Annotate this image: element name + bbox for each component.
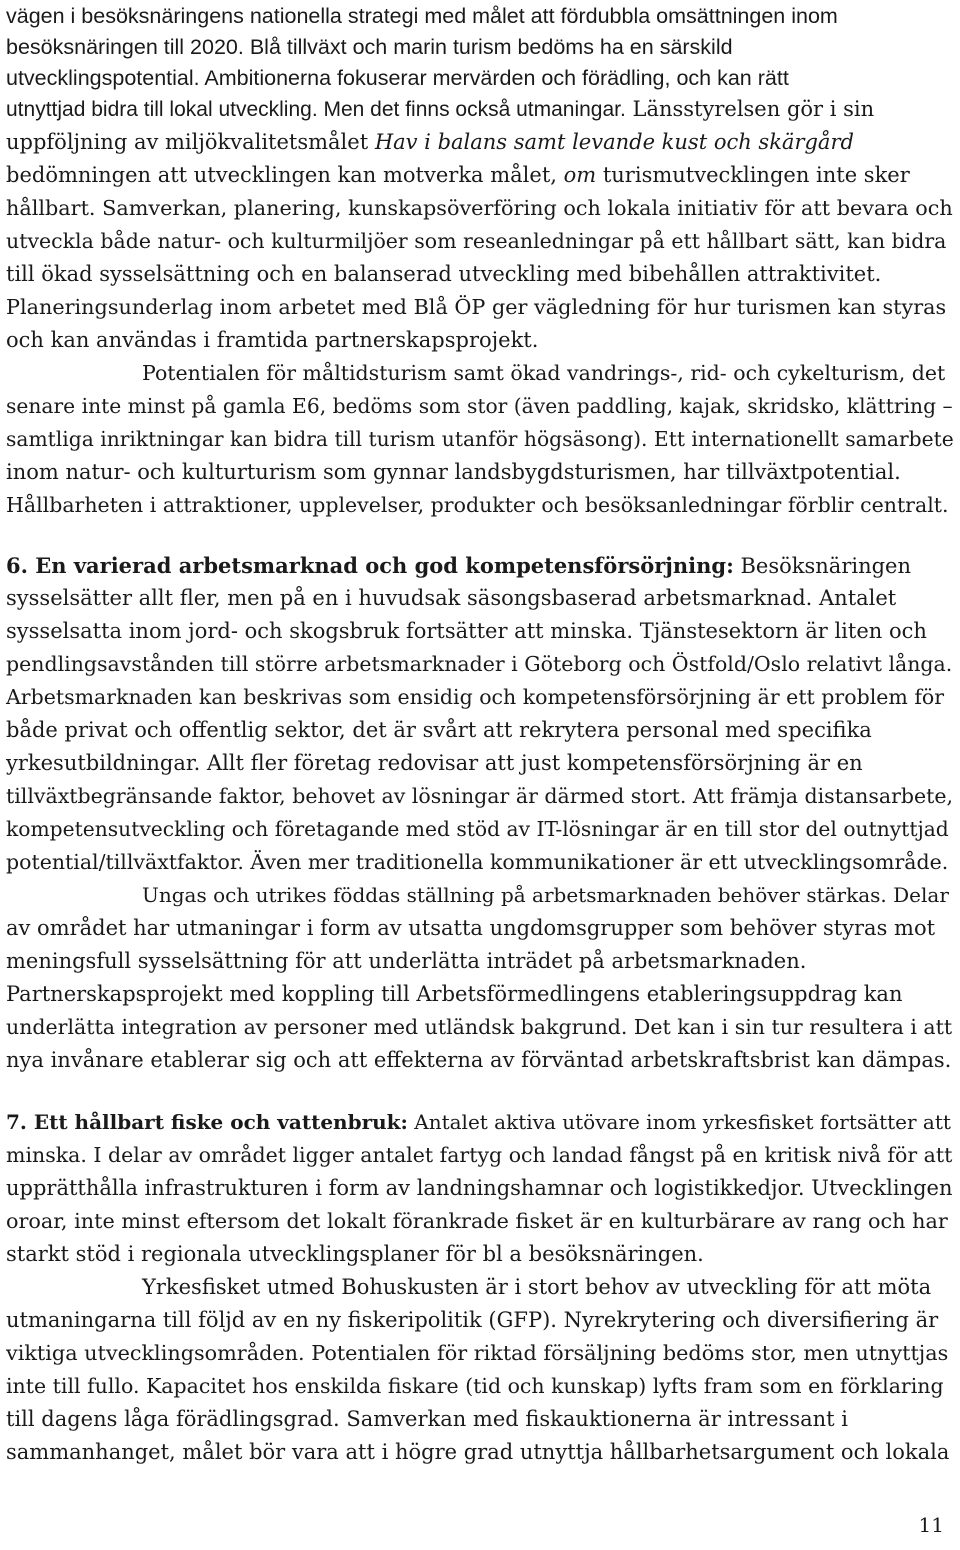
text-line: starkt stöd i regionala utvecklingsplaner för bl a besöksnäringen. [6, 1242, 704, 1266]
text-span: utnyttjad bidra till lokal utveckling. Men det finns också utmaningar. [6, 98, 626, 121]
text-line: Partnerskapsprojekt med koppling till Arbetsförmedlingens etableringsuppdrag kan [6, 982, 903, 1006]
page-number: 11 [918, 1513, 944, 1537]
text-line: kompetensutveckling och företagande med stöd av IT-lösningar är en till stor del outnyttjad [6, 817, 949, 841]
text-line: senare inte minst på gamla E6, bedöms som stor (även paddling, kajak, skridsko, klättring – [6, 394, 953, 418]
text-line: minska. I delar av området ligger antalet fartyg och landad fångst på en kritisk nivå för att [6, 1143, 953, 1167]
text-span: bedömningen att utvecklingen kan motverka målet, [6, 163, 564, 187]
text-line: inom natur- och kulturturism som gynnar landsbygdsturismen, har tillväxtpotential. [6, 460, 901, 484]
text-line: sysselsatta inom jord- och skogsbruk fortsätter att minska. Tjänstesektorn är liten och [6, 619, 927, 643]
text-line: till dagens låga förädlingsgrad. Samverkan med fiskauktionerna är intressant i [6, 1407, 848, 1431]
text-line: viktiga utvecklingsområden. Potentialen för riktad försäljning bedöms stor, men utnyttjas [6, 1341, 949, 1365]
text-line: Arbetsmarknaden kan beskrivas som ensidig och kompetensförsörjning är ett problem för [6, 685, 945, 709]
text-line [6, 93, 874, 126]
text-span: Besöksnäringen [733, 554, 912, 578]
text-line [6, 159, 910, 192]
text-line: utveckla både natur- och kulturmiljöer som reseanledningar på ett hållbart sätt, kan bidra [6, 229, 947, 253]
section-heading: 7. Ett hållbart fiske och vattenbruk: [6, 1110, 408, 1134]
text-line: Potentialen för måltidsturism samt ökad vandrings-, rid- och cykelturism, det [142, 361, 946, 385]
text-span: uppföljning av miljökvalitetsmålet [6, 130, 375, 154]
italic-word: om [563, 163, 597, 187]
text-line: till ökad sysselsättning och en balanserad utveckling med bibehållen attraktivitet. [6, 262, 882, 286]
section-heading-line [6, 1106, 951, 1139]
text-span: Antalet aktiva utövare inom yrkesfisket fortsätter att [407, 1110, 951, 1134]
text-line: Ungas och utrikes föddas ställning på arbetsmarknaden behöver stärkas. Delar [142, 883, 949, 907]
italic-title: Hav i balans samt levande kust och skärgård [374, 130, 854, 154]
text-line: inte till fullo. Kapacitet hos enskilda fiskare (tid och kunskap) lyfts fram som en förklaring [6, 1374, 944, 1398]
text-line: hållbart. Samverkan, planering, kunskapsöverföring och lokala initiativ för att bevara och [6, 196, 953, 220]
text-line: Hållbarheten i attraktioner, upplevelser, produkter och besöksanledningar förblir centralt. [6, 493, 949, 517]
text-line: utmaningarna till följd av en ny fiskeripolitik (GFP). Nyrekrytering och diversifiering är [6, 1308, 939, 1332]
text-line: samtliga inriktningar kan bidra till turism utanför högsäsong). Ett internationellt samarbete [6, 427, 954, 451]
section-heading-line [6, 549, 911, 583]
text-line [6, 126, 854, 159]
text-line: besöksnäringen till 2020. Blå tillväxt och marin turism bedöms ha en särskild [6, 35, 733, 59]
text-span: Länsstyrelsen gör i sin [625, 97, 875, 121]
text-line: underlätta integration av personer med utländsk bakgrund. Det kan i sin tur resultera i att [6, 1015, 953, 1039]
text-line: och kan användas i framtida partnerskapsprojekt. [6, 328, 539, 352]
text-line: pendlingsavstånden till större arbetsmarknader i Göteborg och Östfold/Oslo relativt långa. [6, 652, 953, 676]
text-line: sysselsätter allt fler, men på en i huvudsak säsongsbaserad arbetsmarknad. Antalet [6, 586, 897, 610]
text-line: potential/tillväxtfaktor. Även mer traditionella kommunikationer är ett utvecklingsområde. [6, 850, 949, 874]
text-line: upprätthålla infrastrukturen i form av landningshamnar och logistikkedjor. Utvecklingen [6, 1176, 953, 1200]
text-line: oroar, inte minst eftersom det lokalt förankrade fisket är en kulturbärare av rang och har [6, 1209, 948, 1233]
text-line: meningsfull sysselsättning för att underlätta inträdet på arbetsmarknaden. [6, 949, 807, 973]
text-line: tillväxtbegränsande faktor, behovet av lösningar är därmed stort. Att främja distansarbete, [6, 784, 954, 808]
text-line: nya invånare etablerar sig och att effekterna av förväntad arbetskraftsbrist kan dämpas. [6, 1048, 952, 1072]
text-line: både privat och offentlig sektor, det är svårt att rekrytera personal med specifika [6, 718, 872, 742]
text-line: av området har utmaningar i form av utsatta ungdomsgrupper som behöver styras mot [6, 916, 936, 940]
text-line: Yrkesfisket utmed Bohuskusten är i stort behov av utveckling för att möta [142, 1275, 932, 1299]
text-line: utvecklingspotential. Ambitionerna fokuserar mervärden och förädling, och kan rätt [6, 66, 789, 90]
section-heading: 6. En varierad arbetsmarknad och god kompetensförsörjning: [6, 553, 734, 578]
text-line: sammanhanget, målet bör vara att i högre grad utnyttja hållbarhetsargument och lokala [6, 1440, 950, 1464]
text-line: yrkesutbildningar. Allt fler företag redovisar att just kompetensförsörjning är en [6, 751, 863, 775]
text-line: vägen i besöksnäringens nationella strategi med målet att fördubbla omsättningen inom [6, 4, 838, 28]
text-line: Planeringsunderlag inom arbetet med Blå ÖP ger vägledning för hur turismen kan styras [6, 295, 947, 319]
text-span: turismutvecklingen inte sker [596, 163, 910, 187]
